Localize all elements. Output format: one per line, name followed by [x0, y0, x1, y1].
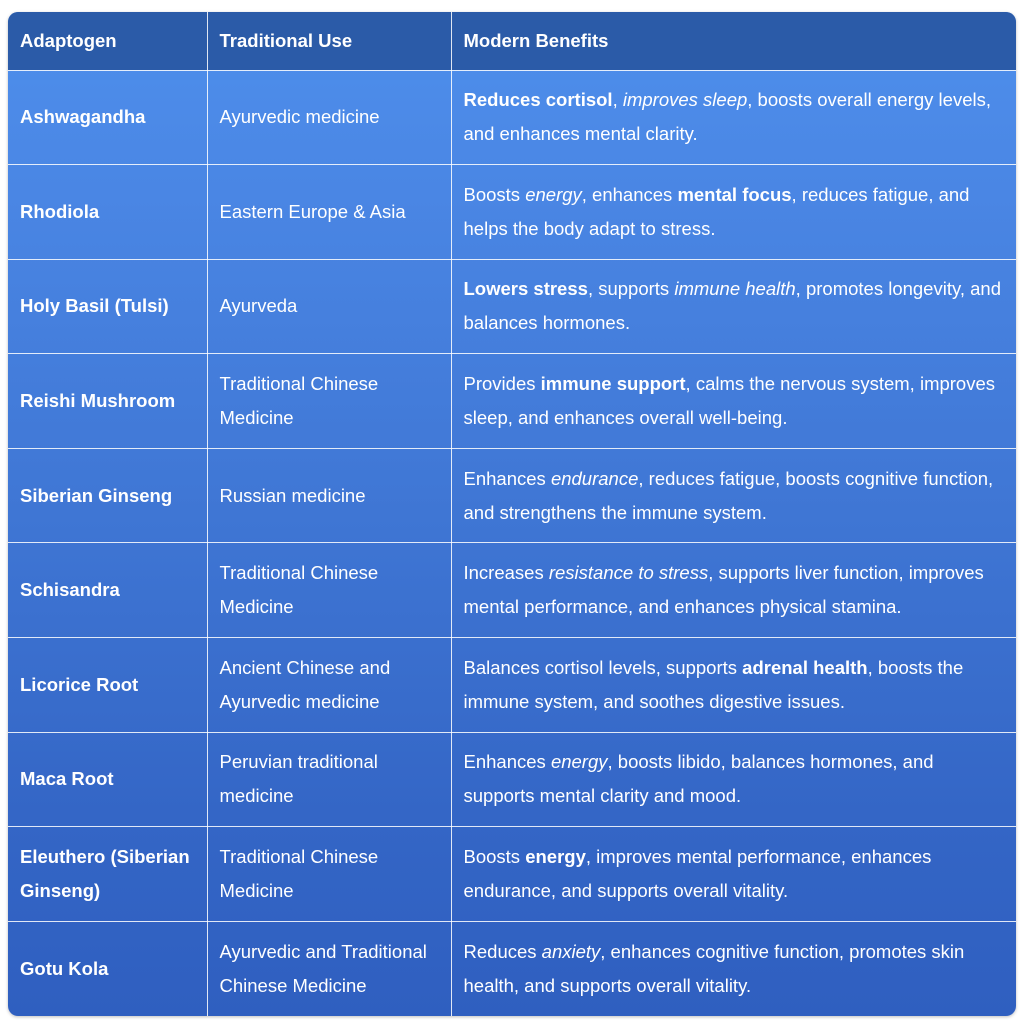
benefit-emphasis-bold: Reduces cortisol — [463, 89, 613, 111]
benefit-text: , enhances — [581, 183, 678, 205]
header-modern-benefits: Modern Benefits — [451, 12, 1016, 70]
benefit-emphasis-bold: Lowers stress — [463, 278, 588, 300]
header-traditional-use: Traditional Use — [207, 12, 451, 70]
benefit-text: Boosts — [463, 846, 526, 868]
table-row — [8, 70, 1016, 165]
benefit-emphasis-bold: mental focus — [677, 183, 792, 205]
benefit-emphasis-italic: energy — [550, 751, 608, 773]
adaptogen-name-cell: Licorice Root — [8, 638, 207, 733]
benefit-text: , calms the nervous system, improves sleep, and enhances overall well-being. — [463, 373, 996, 429]
modern-benefits-cell — [451, 259, 1016, 354]
modern-benefits-cell — [451, 165, 1016, 260]
modern-benefits-cell — [451, 638, 1016, 733]
table-row — [8, 165, 1016, 260]
traditional-use-cell: Traditional Chinese Medicine — [207, 827, 451, 922]
benefit-emphasis-italic: improves sleep — [622, 89, 748, 111]
benefit-text: , supports liver function, improves mental performance, and enhances physical stamina. — [463, 562, 984, 618]
benefit-text: , boosts libido, balances hormones, and supports mental clarity and mood. — [463, 751, 934, 807]
modern-benefits-cell — [451, 70, 1016, 165]
benefit-emphasis-italic: energy — [525, 183, 582, 205]
traditional-use-cell: Ancient Chinese and Ayurvedic medicine — [207, 638, 451, 733]
table-row — [8, 827, 1016, 922]
traditional-use-cell: Ayurvedic medicine — [207, 70, 451, 165]
benefit-emphasis-italic: resistance to stress — [548, 562, 709, 584]
modern-benefits-cell — [451, 921, 1016, 1016]
benefit-text: , — [612, 89, 623, 111]
benefit-emphasis-italic: immune health — [674, 278, 796, 300]
benefit-emphasis-bold: energy — [525, 846, 586, 868]
adaptogen-table-container — [8, 12, 1016, 1016]
benefit-emphasis-bold: immune support — [540, 373, 686, 395]
adaptogen-name-cell: Siberian Ginseng — [8, 448, 207, 543]
table-row — [8, 448, 1016, 543]
benefit-emphasis-italic: anxiety — [541, 940, 601, 962]
traditional-use-cell: Peruvian traditional medicine — [207, 732, 451, 827]
table-body — [8, 70, 1016, 1016]
benefit-text: Enhances — [463, 467, 551, 489]
benefit-text: , boosts overall energy levels, and enhances mental clarity. — [463, 89, 991, 145]
modern-benefits-cell — [451, 354, 1016, 449]
traditional-use-cell: Traditional Chinese Medicine — [207, 543, 451, 638]
benefit-text: , boosts the immune system, and soothes digestive issues. — [463, 656, 964, 712]
traditional-use-cell: Russian medicine — [207, 448, 451, 543]
modern-benefits-cell — [451, 448, 1016, 543]
benefit-text: Balances cortisol levels, supports — [463, 656, 743, 678]
adaptogen-name-cell: Eleuthero (Siberian Ginseng) — [8, 827, 207, 922]
adaptogen-name-cell: Schisandra — [8, 543, 207, 638]
adaptogen-name-cell: Maca Root — [8, 732, 207, 827]
benefit-text: , promotes longevity, and balances hormones. — [463, 278, 1001, 334]
header-adaptogen: Adaptogen — [8, 12, 207, 70]
table-row — [8, 921, 1016, 1016]
adaptogen-name-cell: Gotu Kola — [8, 921, 207, 1016]
benefit-text: Boosts — [463, 183, 526, 205]
table-row — [8, 638, 1016, 733]
benefit-text: , improves mental performance, enhances endurance, and supports overall vitality. — [463, 846, 932, 902]
benefit-text: , reduces fatigue, and helps the body adapt to stress. — [463, 183, 970, 239]
traditional-use-cell: Traditional Chinese Medicine — [207, 354, 451, 449]
adaptogen-table — [8, 12, 1016, 1016]
benefit-emphasis-italic: endurance — [550, 467, 639, 489]
table-row — [8, 543, 1016, 638]
benefit-text: Enhances — [463, 751, 551, 773]
adaptogen-name-cell: Rhodiola — [8, 165, 207, 260]
table-row — [8, 354, 1016, 449]
modern-benefits-cell — [451, 543, 1016, 638]
table-row — [8, 259, 1016, 354]
adaptogen-name-cell: Reishi Mushroom — [8, 354, 207, 449]
traditional-use-cell: Ayurvedic and Traditional Chinese Medicine — [207, 921, 451, 1016]
table-row — [8, 732, 1016, 827]
modern-benefits-cell — [451, 827, 1016, 922]
benefit-text: , supports — [587, 278, 675, 300]
traditional-use-cell: Eastern Europe & Asia — [207, 165, 451, 260]
benefit-emphasis-bold: adrenal health — [742, 656, 868, 678]
benefit-text: Reduces — [463, 940, 542, 962]
benefit-text: , reduces fatigue, boosts cognitive function, and strengthens the immune system. — [463, 467, 994, 523]
adaptogen-name-cell: Ashwagandha — [8, 70, 207, 165]
benefit-text: , enhances cognitive function, promotes skin health, and supports overall vitality. — [463, 940, 965, 996]
traditional-use-cell: Ayurveda — [207, 259, 451, 354]
benefit-text: Provides — [463, 373, 541, 395]
adaptogen-name-cell: Holy Basil (Tulsi) — [8, 259, 207, 354]
table-header-row — [8, 12, 1016, 70]
modern-benefits-cell — [451, 732, 1016, 827]
benefit-text: Increases — [463, 562, 549, 584]
